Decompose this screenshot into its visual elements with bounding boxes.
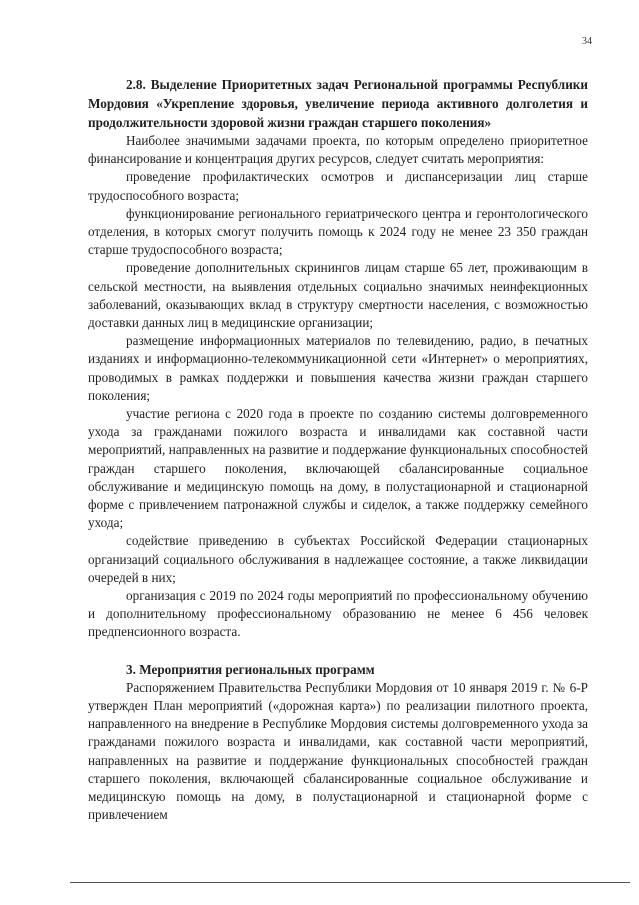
paragraph: функционирование регионального гериатрического центра и геронтологического отделения, в которых смогут получить помощь к 2024 году не менее 23 350 граждан старше трудоспособного возраста;	[88, 205, 588, 258]
paragraph: проведение дополнительных скринингов лицам старше 65 лет, проживающим в сельской местности, на выявления отдельных социально значимых неинфекционных заболеваний, оказывающих вклад в структуру смертности населения, с возможностью доставки данных лиц в медицинские организации;	[88, 260, 588, 331]
paragraph: участие региона с 2020 года в проекте по созданию системы долговременного ухода за гражданами пожилого возраста и инвалидами как составной части мероприятий, направленных на развитие и поддержание функциональных способностей граждан старшего поколения, включающей сбалансированные социальное обслуживание и медицинскую помощь на дому, в полустационарной и стационарной форме с привлечением патронажной службы и сиделок, а также поддержку семейного ухода;	[88, 406, 588, 531]
document-body	[88, 75, 588, 824]
paragraph: содействие приведению в субъектах Российской Федерации стационарных организаций социального обслуживания в надлежащее состояние, а также ликвидации очередей в них;	[88, 533, 588, 585]
paragraph: Наиболее значимыми задачами проекта, по которым определено приоритетное финансирование и концентрация других ресурсов, следует считать мероприятия:	[88, 133, 588, 167]
footer-divider	[70, 882, 630, 883]
paragraph: проведение профилактических осмотров и диспансеризации лиц старше трудоспособного возраста;	[88, 169, 588, 203]
paragraph: Распоряжением Правительства Республики Мордовия от 10 января 2019 г. № 6-Р утвержден План мероприятий («дорожная карта») по реализации пилотного проекта, направленного на внедрение в Республике Мордовия системы долговременного ухода за гражданами пожилого возраста и инвалидами, как составной части мероприятий, направленных на развитие и поддержание функциональных способностей граждан старшего поколения, включающей сбалансированные социальное обслуживание и медицинскую помощь на дому, в полустационарной и стационарной форме с привлечением	[88, 679, 588, 823]
section-heading: 2.8. Выделение Приоритетных задач Региональной программы Республики Мордовия «Укрепление здоровья, увеличение периода активного долголетия и продолжительности здоровой жизни граждан старшего поколения»	[88, 77, 588, 130]
paragraph: организация с 2019 по 2024 годы мероприятий по профессиональному обучению и дополнительному профессиональному образованию не менее 6 456 человек предпенсионного возраста.	[88, 588, 588, 640]
page-number: 34	[582, 36, 592, 47]
section-title: 3. Мероприятия региональных программ	[126, 661, 375, 677]
paragraph: размещение информационных материалов по телевидению, радио, в печатных изданиях и информационно-телекоммуникационной сети «Интернет» о мероприятиях, проводимых в рамках поддержки и повышения качества жизни граждан старшего поколения;	[88, 333, 588, 403]
